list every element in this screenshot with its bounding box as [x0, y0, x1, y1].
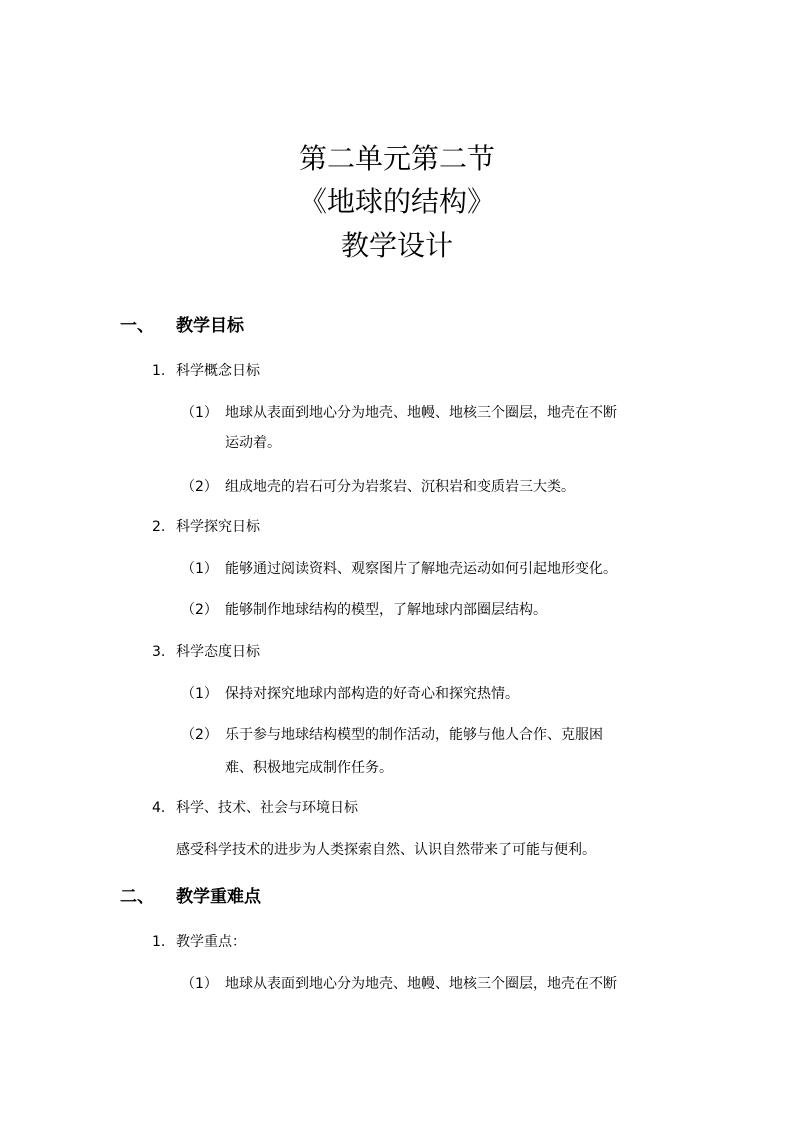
item-number: （1） [181, 405, 218, 421]
subsection-number: 1. [152, 934, 166, 950]
subsection-number: 4. [152, 800, 166, 816]
item-text: 组成地壳的岩石可分为岩浆岩、沉积岩和变质岩三大类。 [225, 479, 575, 495]
subsection-number: 1. [152, 363, 166, 379]
item-text: 地球从表面到地心分为地壳、地幔、地核三个圈层，地壳在不断 [225, 405, 617, 421]
subsection-label: 科学概念日标 [176, 363, 260, 379]
subsection-heading [152, 798, 358, 818]
item-text: 运动着。 [225, 435, 281, 451]
subsection-label: 教学重点： [176, 934, 246, 950]
item-number: （2） [181, 727, 218, 743]
item-number: （1） [181, 976, 218, 992]
doc-title-line-2: 《地球的结构》 [298, 185, 495, 218]
subsection-heading [152, 642, 260, 662]
subsection-label: 科学探究日标 [176, 519, 260, 535]
subsection-heading [152, 517, 260, 537]
doc-title-line-3: 教学设计 [340, 229, 453, 262]
paragraph-text: 感受科学技术的进步为人类探索自然、认识自然带来了可能与便利。 [176, 842, 596, 858]
item-text: 能够通过阅读资料、观察图片了解地壳运动如何引起地形变化。 [225, 561, 617, 577]
subsection-label: 科学、技术、社会与环境日标 [176, 800, 358, 816]
section-number: 二、 [120, 887, 154, 907]
subsection-heading [152, 361, 260, 381]
item-text: 地球从表面到地心分为地壳、地幔、地核三个圈层，地壳在不断 [225, 976, 617, 992]
doc-title-line-1: 第二单元第二节 [298, 142, 495, 175]
item-number: （1） [181, 561, 218, 577]
subsection-number: 2. [152, 519, 166, 535]
subsection-heading [152, 932, 246, 952]
item-number: （2） [181, 602, 218, 618]
subsection-number: 3. [152, 644, 166, 660]
section-number: 一、 [120, 316, 154, 336]
item-number: （2） [181, 479, 218, 495]
subsection-label: 科学态度日标 [176, 644, 260, 660]
item-text: 保持对探究地球内部构造的好奇心和探究热情。 [225, 686, 519, 702]
item-text: 乐于参与地球结构模型的制作活动，能够与他人合作、克服困 [225, 727, 603, 743]
item-text: 难、积极地完成制作任务。 [225, 760, 393, 776]
item-text: 能够制作地球结构的模型，了解地球内部圈层结构。 [225, 602, 547, 618]
section-title: 教学重难点 [176, 887, 261, 907]
item-number: （1） [181, 686, 218, 702]
section-title: 教学目标 [176, 316, 244, 336]
